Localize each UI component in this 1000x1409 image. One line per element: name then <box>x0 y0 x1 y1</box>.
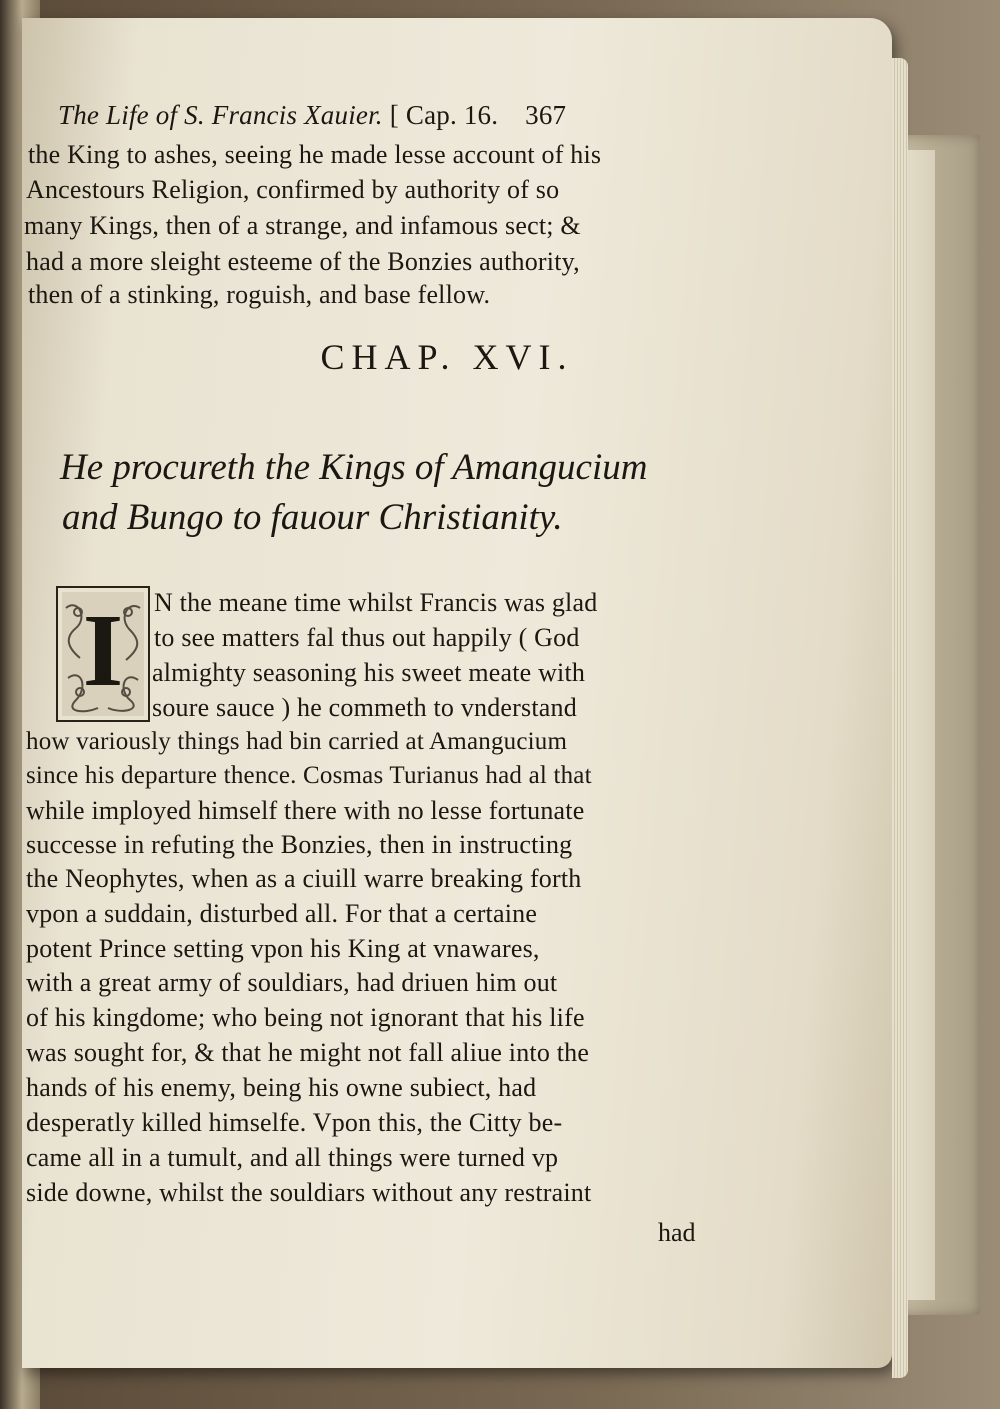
body-line: side downe, whilst the souldiars without any restraint <box>26 1178 592 1207</box>
body-line: potent Prince setting vpon his King at vnawares, <box>26 934 540 963</box>
chapter-heading: CHAP. XVI. <box>320 337 574 377</box>
body-line: almighty seasoning his sweet meate with <box>152 658 586 687</box>
drop-cap-letter: I <box>82 593 124 708</box>
chapter-subtitle-text: He procureth the Kings of Amangucium <box>60 447 648 488</box>
running-head: The Life of S. Francis Xauier. [ Cap. 16. 367 <box>58 100 567 130</box>
page-number: 367 <box>525 100 567 130</box>
running-head-chapter: Cap. 16. <box>405 100 499 130</box>
body-line: of his kingdome; who being not ignorant that his life <box>26 1003 585 1032</box>
body-line: came all in a tumult, and all things were turned vp <box>26 1143 559 1172</box>
drop-cap <box>56 586 150 722</box>
prev-line: had a more sleight esteeme of the Bonzies authority, <box>26 247 580 276</box>
body-line: successe in refuting the Bonzies, then in instructing <box>26 830 573 859</box>
body-line: since his departure thence. Cosmas Turianus had al that <box>26 762 592 789</box>
page-fore-edge <box>892 58 908 1378</box>
body-line: to see matters fal thus out happily ( God <box>154 623 580 652</box>
prev-line: Ancestours Religion, confirmed by authority of so <box>26 175 560 204</box>
running-head-title: The Life of S. Francis Xauier. <box>58 100 383 130</box>
chapter-subtitle-line-2 <box>62 496 563 539</box>
book-page <box>22 18 892 1368</box>
body-line: soure sauce ) he commeth to vnderstand <box>152 693 577 722</box>
body-line: how variously things had bin carried at Amangucium <box>26 728 568 755</box>
catchword: had <box>658 1218 696 1247</box>
page-text <box>22 18 892 1368</box>
chapter-subtitle-line-1 <box>60 446 647 489</box>
body-line: while imployed himself there with no lesse fortunate <box>26 796 585 825</box>
body-line: with a great army of souldiars, had driuen him out <box>26 968 558 997</box>
prev-line: the King to ashes, seeing he made lesse account of his <box>28 140 602 169</box>
body-line: was sought for, & that he might not fall aliue into the <box>26 1038 590 1067</box>
body-line: N the meane time whilst Francis was glad <box>154 588 598 617</box>
body-line: the Neophytes, when as a ciuill warre breaking forth <box>26 864 582 893</box>
prev-line: many Kings, then of a strange, and infamous sect; & <box>24 211 581 240</box>
prev-line: then of a stinking, roguish, and base fellow. <box>28 280 491 309</box>
chapter-subtitle-text: and Bungo to fauour Christianity. <box>62 497 563 538</box>
body-line: vpon a suddain, disturbed all. For that a certaine <box>26 899 538 928</box>
body-line: hands of his enemy, being his owne subiect, had <box>26 1073 537 1102</box>
body-line: desperatly killed himselfe. Vpon this, the Citty be- <box>26 1108 563 1137</box>
